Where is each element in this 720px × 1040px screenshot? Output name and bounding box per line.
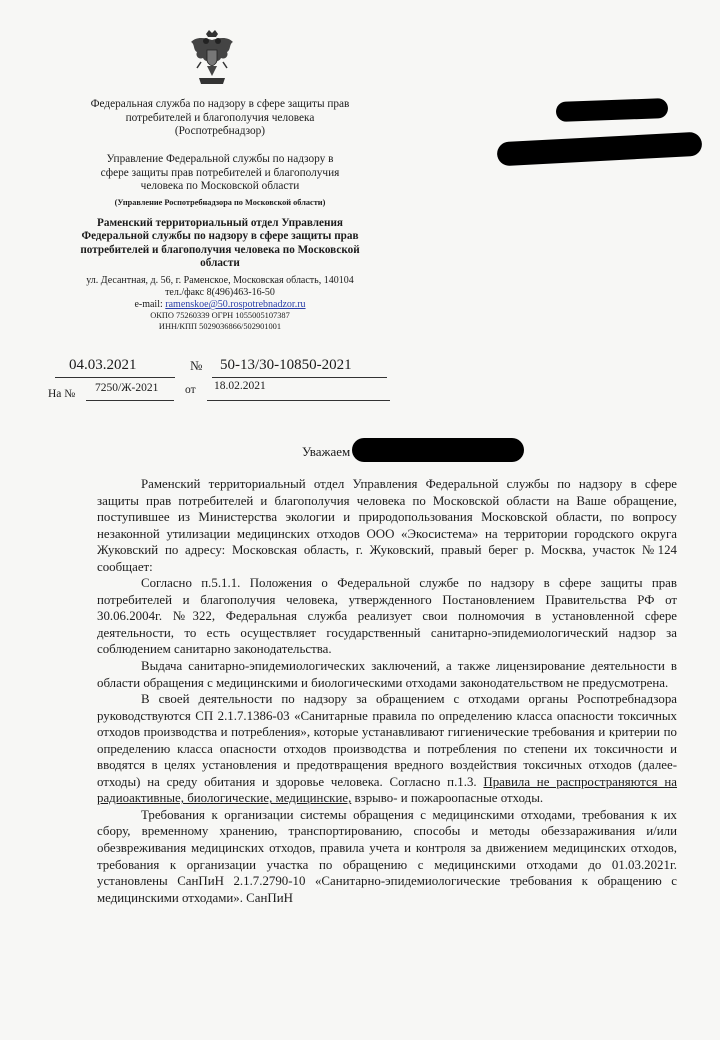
redaction-recipient-1: [556, 98, 669, 122]
email-row: [55, 299, 385, 311]
department-block: [55, 153, 385, 209]
redaction-addressee: [352, 438, 524, 462]
date-underline: [55, 377, 175, 378]
department-line: человека по Московской области: [140, 180, 300, 193]
agency-name-block: [55, 98, 385, 139]
ref-number: 7250/Ж-2021: [95, 382, 159, 394]
outgoing-number: 50-13/30-10850-2021: [220, 357, 352, 373]
paragraph-4-tail: взрыво- и пожароопасные отходы.: [351, 791, 544, 806]
email-label: e-mail:: [134, 299, 166, 310]
paragraph-4-main: В своей деятельности по надзору за обращением с отходами органы Роспотребнадзора руководствуются СП 2.1.7.1386-03 «Санитарные правила по определению класса опасности токсичных отходов производства и потребления», которые устанавливают гигиенические требования и критерии по определению класса опасности отходов производства и потребления по степени их токсичности и вводятся в целях установления и предотвращения вредного воздействия токсичных отходов (далее-отходы) на среду обитания и здоровье человека. Согласно п.1.3.: [97, 692, 677, 789]
address: ул. Десантная, д. 56, г. Раменское, Московская область, 140104: [86, 275, 354, 286]
outgoing-date: 04.03.2021: [69, 357, 137, 373]
coat-of-arms-emblem-icon: [187, 28, 237, 86]
email-link[interactable]: ramenskoe@50.rospotrebnadzor.ru: [165, 299, 306, 310]
agency-line: Федеральная служба по надзору в сфере защиты прав: [90, 98, 350, 110]
department-line: Управление Федеральной службы по надзору в: [106, 153, 334, 165]
ref-number-underline: [86, 400, 174, 401]
ref-label: На №: [48, 388, 76, 400]
territorial-line: Раменский территориальный отдел Управления: [97, 217, 343, 229]
contact-block: [55, 275, 385, 332]
ref-from-label: от: [185, 384, 196, 396]
greeting: Уважаем: [302, 444, 351, 459]
paragraph-4-underlined: Правила не распространяются на радиоактивные, биологические, медицинские,: [97, 774, 678, 806]
territorial-office-block: [55, 217, 385, 271]
agency-line: потребителей и благополучия человека: [125, 111, 315, 124]
inn-kpp: ИНН/КПП 5029036866/502901001: [158, 321, 282, 331]
paragraph-1: Раменский территориальный отдел Управления Федеральной службы по надзору в сфере защиты прав потребителей и благополучия человека по Московской области на Ваше обращение, поступившее из Министерства экологии и природопользования Московской области, по вопросу незаконной утилизации медицинских отходов ООО «Экосистема» на территории городского округа Жуковский по адресу: Московская область, г. Жуковский, правый берег р. Москва, участок №124 сообщает:: [97, 477, 677, 574]
letter-body: [97, 476, 677, 906]
territorial-line: потребителей и благополучия человека по Московской: [80, 243, 360, 256]
ref-date: 18.02.2021: [214, 380, 266, 392]
territorial-line: Федеральной службы по надзору в сфере защиты прав: [81, 230, 359, 243]
okpo-ogrn: ОКПО 75260339 ОГРН 1055005107387: [150, 311, 290, 320]
paragraph-5: Требования к организации системы обращения с медицинскими отходами, требования к их сбору, временному хранению, транспортированию, способы и методы обеззараживания и/или обезвреживания медицинских отходов, правила учета и контроля за движением медицинских отходов, требования к организации участка по обращению с медицинскими отходами до 01.03.2021г. установлены СанПиН 2.1.7.2790-10 «Санитарно-эпидемиологические требования к обращению с медицинскими отходами». СанПиН: [97, 807, 677, 905]
department-short-name: (Управление Роспотребнадзора по Московской области): [114, 197, 326, 207]
agency-line: (Роспотребнадзор): [174, 125, 266, 138]
paragraph-2: Согласно п.5.1.1. Положения о Федеральной службе по надзору в сфере защиты прав потребителей и благополучия человека, утвержденного Постановлением Правительства РФ от 30.06.2004г. №322, Федеральная служба реализует свои полномочия в установленной сфере деятельности, то есть осуществляет государственный санитарно-эпидемиологический надзор за соблюдением санитарно законодательства.: [97, 576, 677, 657]
number-label: №: [190, 358, 203, 373]
territorial-line: области: [200, 257, 240, 270]
paragraph-4: [97, 691, 677, 807]
paragraph-3: Выдача санитарно-эпидемиологических заключений, а также лицензирование деятельности в области обращения с медицинскими и биологическими отходами законодательством не предусмотрена.: [97, 659, 677, 690]
number-underline: [212, 377, 387, 378]
ref-date-underline: [207, 400, 390, 401]
department-line: сфере защиты прав потребителей и благополучия: [100, 166, 340, 179]
phone: тел./факс 8(496)463-16-50: [165, 287, 275, 298]
redaction-recipient-2: [497, 132, 703, 167]
